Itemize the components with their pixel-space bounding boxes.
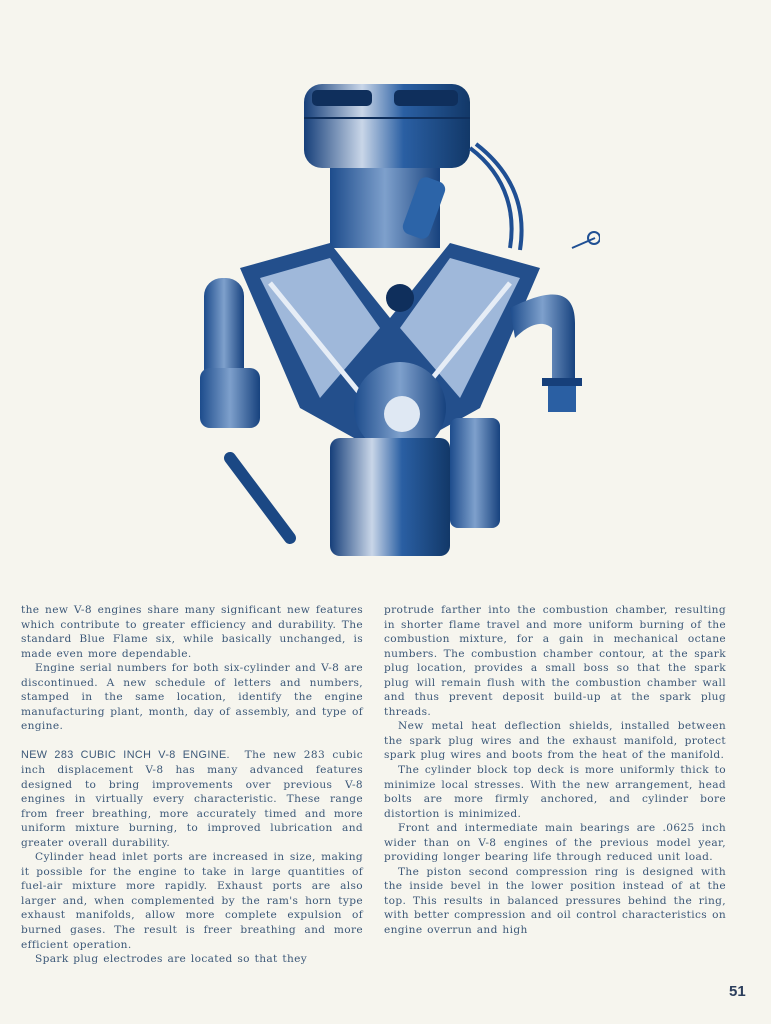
serial-numbers-paragraph: Engine serial numbers for both six-cylinder and V-8 are discontinued. A new schedule of letters and numbers, stamped in the same location, identify the engine manufacturing plant, month, day of assembly, and type of engine. xyxy=(21,662,363,733)
section-intro-text: The new 283 cubic inch displacement V-8 has many advanced features designed to bring improvements over previous V-8 engines in virtually every characteristic. These range from freer breathing, more accurately timed and more uniform mixture burning, to improved lubrication and greater overall durability. xyxy=(21,749,363,849)
page-number: 51 xyxy=(729,983,746,1000)
main-bearings-paragraph: Front and intermediate main bearings are .0625 inch wider than on V-8 engines of the previous model year, providing longer bearing life through reduced unit load. xyxy=(384,822,726,864)
engine-illustration xyxy=(180,78,600,568)
inlet-ports-paragraph: Cylinder head inlet ports are increased in size, making it possible for the engine to take in large quantities of fuel-air mixture more rapidly. Exhaust ports are also larger and, when complemented by the ram's horn type exhaust manifolds, allow more complete expulsion of burned gases. The result is freer breathing and more efficient operation. xyxy=(21,851,363,951)
engine-cutaway-image xyxy=(180,78,600,568)
compression-ring-paragraph: The piston second compression ring is designed with the inside bevel in the lower position instead of at the top. This results in balanced pressures behind the ring, with better compression and oil control characteristics on engine overrun and high xyxy=(384,865,726,937)
right-text-column xyxy=(384,603,726,938)
spark-plug-paragraph-start: Spark plug electrodes are located so that they xyxy=(35,953,308,966)
spark-plug-paragraph-cont: protrude farther into the combustion chamber, resulting in shorter flame travel and more uniform burning of the combustion mixture, for a gain in mechanical octane numbers. The combustion chamber contour, at the spark plug location, provides a small boss so that the spark plug will remain flush with the combustion chamber wall and thus prevent deposit build-up at the spark plug threads. xyxy=(384,604,726,718)
heat-shields-paragraph: New metal heat deflection shields, installed between the spark plug wires and the exhaust manifold, protect spark plug wires and boots from the heat of the manifold. xyxy=(384,720,726,762)
left-text-column xyxy=(21,603,363,967)
intro-paragraph: the new V-8 engines share many significant new features which contribute to greater efficiency and durability. The standard Blue Flame six, while basically unchanged, is made even more dependable. xyxy=(21,604,363,660)
block-deck-paragraph: The cylinder block top deck is more uniformly thick to minimize local stresses. With the new arrangement, head bolts are more firmly anchored, and cylinder bore distortion is minimized. xyxy=(384,764,726,820)
section-heading: NEW 283 CUBIC INCH V-8 ENGINE. xyxy=(21,749,230,762)
v8-section-paragraph xyxy=(21,748,363,850)
